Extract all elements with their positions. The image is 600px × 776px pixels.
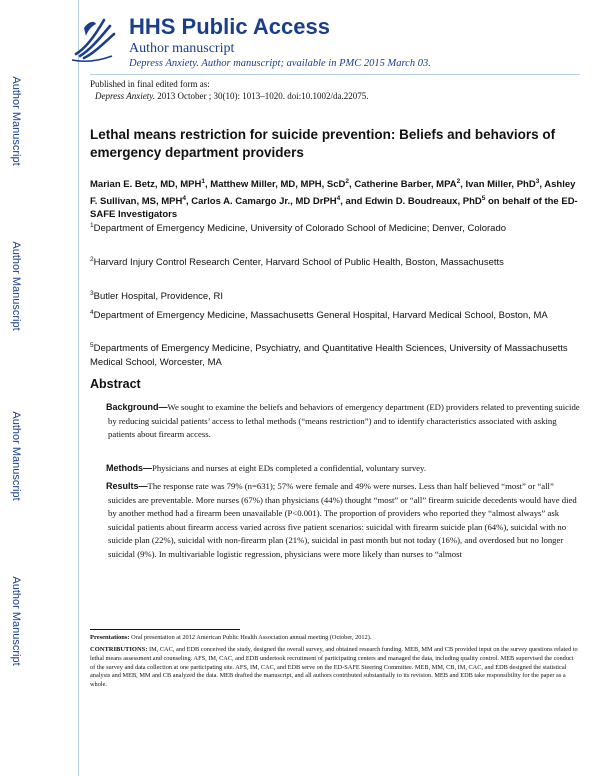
abstract-heading: Abstract — [90, 377, 141, 391]
footnote-contributions: CONTRIBUTIONS: IM, CAC, and EDB conceived the study, designed the overall survey, and obtained research funding. MEB, MM and CB provided input on the survey questions related to lethal means assessment and counseling. AFS, IM, CAC, and EDB undertook recruitment of participating centers and managed the data, including quality control. MEB supervised the conduct of the survey and data collection at one participating site. AFS, IM, CAC, and EDB serve on the ED-SAFE Steering Committee. MEB, MM, CB, IM, CAC, and EDB designed the statistical analysis and MEB, MM and CB analyzed the data. MEB drafted the manuscript, and all authors contributed substantially to its revision. MEB and EDB take responsibility for the paper as a whole. — [90, 646, 578, 689]
author-name: Marian E. Betz, MD, MPH — [90, 179, 202, 191]
author-separator: , — [539, 179, 545, 191]
header-availability-note: Depress Anxiety. Author manuscript; available in PMC 2015 March 03. — [129, 58, 431, 69]
author-separator: , — [186, 195, 192, 207]
author-separator: , and — [340, 195, 366, 207]
author-name: Ashley F. Sullivan, MS, MPH — [90, 179, 576, 207]
affiliation: $^4$Department of Emergency Medicine, Massachusetts General Hospital, Harvard Medical School, Boston, MA — [90, 309, 548, 322]
author-affiliation-number: 2 — [345, 178, 350, 185]
author-name: Catherine Barber, MPA — [354, 179, 457, 191]
side-label: Author Manuscript — [10, 411, 22, 501]
author-affiliation-number: 3 — [535, 178, 540, 185]
author-affiliation-number: 1 — [201, 178, 205, 185]
affiliation: $^2$Harvard Injury Control Research Center, Harvard School of Public Health, Boston, Massachusetts — [90, 256, 504, 269]
article-title: Lethal means restriction for suicide prevention: Beliefs and behaviors of emergency department providers — [90, 127, 556, 160]
header-title: HHS Public Access — [129, 14, 330, 39]
author-name: Ivan Miller, PhD — [465, 179, 536, 191]
hhs-eagle-logo — [66, 8, 122, 70]
side-label: Author Manuscript — [10, 241, 22, 331]
affiliation: $^3$Butler Hospital, Providence, RI — [90, 290, 223, 303]
author-affiliation-number: 4 — [182, 194, 186, 202]
citation-details: 2013 October ; 30(10): 1013–1020. doi:10.1002/da.22075. — [155, 91, 369, 101]
author-affiliation-number: 4 — [336, 194, 341, 202]
footnote-presentations: Presentations: Oral presentation at 2012 American Public Health Association annual meeting (October, 2012). — [90, 634, 372, 641]
author-separator: , — [460, 179, 466, 191]
author-group: on behalf of the ED-SAFE Investigators — [90, 195, 578, 221]
header-divider — [90, 74, 580, 75]
citation — [95, 91, 368, 101]
author-affiliation-number: 5 — [481, 194, 486, 202]
abstract-background: Background—We sought to examine the beliefs and behaviors of emergency department (ED) providers related to preventing suicide by reducing suicidal patients’ access to lethal methods (“means restriction”) and to identify characteristics associated with asking patients about firearm access. — [106, 402, 580, 439]
author-name: Carlos A. Camargo Jr., MD DrPH — [191, 195, 337, 207]
citation-journal: Depress Anxiety. — [95, 91, 155, 101]
side-label: Author Manuscript — [10, 576, 22, 666]
header-subtitle: Author manuscript — [129, 41, 235, 56]
published-label: Published in final edited form as: — [90, 79, 210, 89]
side-label: Author Manuscript — [10, 76, 22, 166]
footnote-divider — [90, 629, 240, 630]
abstract-results: Results—The response rate was 79% (n=631); 57% were female and 49% were nurses. Less than half believed “most” or “all” suicides are preventable. More nurses (67%) than physicians (44%) thought “most” or “all” firearm suicide decedents would have died by another method had a firearm been unavailable (P<0.001). The proportion of providers who reported they “almost always” ask suicidal patients about firearm access varied across five patient scenarios: suicidal with firearm suicide plan (64%), suicidal with no suicide plan (22%), suicidal with non-firearm plan (21%), suicidal in past month but not today (16%), and overdosed but no longer suicidal (9%). In multivariable logistic regression, physicians were more likely than nurses to “almost — [106, 481, 577, 559]
author-separator: , — [349, 179, 355, 191]
background-label: Background— — [106, 402, 168, 412]
results-label: Results— — [106, 481, 148, 491]
affiliation: $^5$Departments of Emergency Medicine, Psychiatry, and Quantitative Health Sciences, University of Massachusetts Medical School, Worcester, MA — [90, 342, 568, 368]
author-name: Edwin D. Boudreaux, PhD — [365, 195, 482, 207]
abstract-methods: Methods—Physicians and nurses at eight EDs completed a confidential, voluntary survey. — [106, 463, 426, 473]
author-affiliation-number: 2 — [456, 178, 461, 185]
author-name: Matthew Miller, MD, MPH, ScD — [210, 179, 346, 191]
affiliation: $^1$Department of Emergency Medicine, University of Colorado School of Medicine; Denver, Colorado — [90, 222, 507, 235]
author-separator: , — [205, 179, 211, 191]
author-list — [90, 175, 580, 222]
margin-rule — [78, 0, 79, 776]
methods-label: Methods— — [106, 463, 152, 473]
